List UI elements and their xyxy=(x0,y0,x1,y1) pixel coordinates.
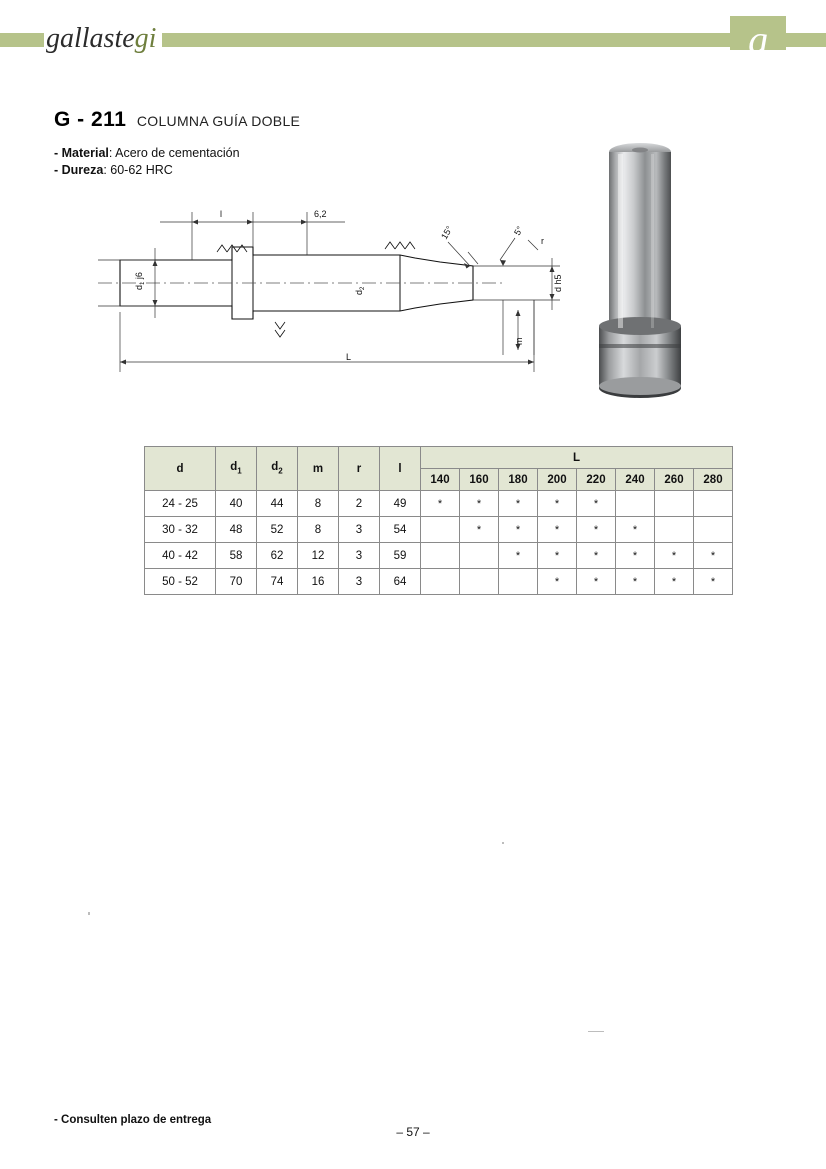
cell-d: 30 - 32 xyxy=(145,517,216,543)
scan-speck xyxy=(88,912,90,915)
scan-speck xyxy=(588,1031,604,1032)
cell-L-200: * xyxy=(538,569,577,595)
spec-hardness-label: - Dureza xyxy=(54,163,104,177)
col-header-L-160: 160 xyxy=(460,469,499,491)
dim-label-m: m xyxy=(514,337,524,345)
cell-L-220: * xyxy=(577,569,616,595)
cell-d2: 74 xyxy=(257,569,298,595)
table-row xyxy=(145,569,733,595)
spec-material xyxy=(54,145,240,162)
spec-hardness-value: : 60-62 HRC xyxy=(103,163,173,177)
col-header-r: r xyxy=(339,447,380,491)
col-header-d2 xyxy=(257,447,298,491)
cell-l: 64 xyxy=(380,569,421,595)
cell-l: 49 xyxy=(380,491,421,517)
col-header-l: l xyxy=(380,447,421,491)
cell-m: 8 xyxy=(298,517,339,543)
page-title xyxy=(54,108,300,132)
cell-d1: 48 xyxy=(216,517,257,543)
product-description: COLUMNA GUÍA DOBLE xyxy=(136,113,301,129)
table-row xyxy=(145,543,733,569)
col-header-L-180: 180 xyxy=(499,469,538,491)
col-header-m: m xyxy=(298,447,339,491)
cell-L-240 xyxy=(616,491,655,517)
col-header-L-140: 140 xyxy=(421,469,460,491)
cell-L-260: * xyxy=(655,569,694,595)
col-header-d: d xyxy=(145,447,216,491)
cell-L-180: * xyxy=(499,517,538,543)
cell-L-140 xyxy=(421,517,460,543)
dim-label-dh5: d h5 xyxy=(553,274,563,292)
col-header-L-220: 220 xyxy=(577,469,616,491)
spec-table-head xyxy=(145,447,733,491)
cell-d: 50 - 52 xyxy=(145,569,216,595)
cell-m: 12 xyxy=(298,543,339,569)
col-header-d1-sub: 1 xyxy=(237,466,242,476)
cell-r: 2 xyxy=(339,491,380,517)
cell-r: 3 xyxy=(339,517,380,543)
spec-material-label: - Material xyxy=(54,146,109,160)
col-header-d2-sub: 2 xyxy=(278,466,283,476)
col-header-d1 xyxy=(216,447,257,491)
cell-L-160 xyxy=(460,569,499,595)
cell-r: 3 xyxy=(339,543,380,569)
cell-L-180 xyxy=(499,569,538,595)
technical-drawing xyxy=(60,200,580,420)
col-header-L-240: 240 xyxy=(616,469,655,491)
spec-hardness xyxy=(54,162,240,179)
cell-L-260 xyxy=(655,517,694,543)
cell-L-260 xyxy=(655,491,694,517)
col-header-d1-text: d xyxy=(230,461,238,474)
cell-d1: 70 xyxy=(216,569,257,595)
dim-label-15deg: 15° xyxy=(439,224,455,241)
table-row xyxy=(145,491,733,517)
product-photo xyxy=(585,130,695,420)
cell-L-200: * xyxy=(538,517,577,543)
dim-label-6-2: 6,2 xyxy=(314,209,327,219)
cell-L-280: * xyxy=(694,569,733,595)
page-number: – 57 – xyxy=(396,1125,430,1139)
cell-L-220: * xyxy=(577,491,616,517)
cell-L-200: * xyxy=(538,491,577,517)
col-header-d2-text: d xyxy=(271,461,279,474)
dim-label-r: r xyxy=(541,236,544,246)
cell-d2: 62 xyxy=(257,543,298,569)
page-header xyxy=(0,0,826,62)
spec-material-value: : Acero de cementación xyxy=(108,146,240,160)
logo-text-secondary: gi xyxy=(134,23,157,54)
cell-L-160 xyxy=(460,543,499,569)
delivery-note: - Consulten plazo de entrega xyxy=(54,1114,212,1126)
table-row xyxy=(145,517,733,543)
company-logo xyxy=(44,24,162,54)
dim-label-d1: $d_1$ j6 xyxy=(134,272,146,290)
logo-text-primary: gallaste xyxy=(46,23,135,54)
spec-table-head-row-1 xyxy=(145,447,733,469)
logo-mark-icon: g xyxy=(748,17,768,62)
dim-label-5deg: 5° xyxy=(512,224,526,237)
cell-d: 24 - 25 xyxy=(145,491,216,517)
cell-d2: 52 xyxy=(257,517,298,543)
cell-r: 3 xyxy=(339,569,380,595)
dim-label-d2: $d_2$ xyxy=(354,286,366,295)
spec-table-body xyxy=(145,491,733,595)
scan-speck xyxy=(502,842,504,844)
cell-L-200: * xyxy=(538,543,577,569)
col-header-L-200: 200 xyxy=(538,469,577,491)
cell-L-240: * xyxy=(616,543,655,569)
col-header-L-260: 260 xyxy=(655,469,694,491)
dim-label-l: l xyxy=(220,209,222,219)
cell-L-280: * xyxy=(694,543,733,569)
cell-L-280 xyxy=(694,517,733,543)
cell-d2: 44 xyxy=(257,491,298,517)
cell-L-220: * xyxy=(577,543,616,569)
dim-label-L: L xyxy=(346,352,352,362)
col-header-L-group: L xyxy=(421,447,733,469)
cell-m: 16 xyxy=(298,569,339,595)
cell-d: 40 - 42 xyxy=(145,543,216,569)
cell-l: 54 xyxy=(380,517,421,543)
cell-L-220: * xyxy=(577,517,616,543)
cell-L-240: * xyxy=(616,569,655,595)
col-header-L-280: 280 xyxy=(694,469,733,491)
spec-table-container xyxy=(144,446,733,595)
spec-table xyxy=(144,446,733,595)
cell-m: 8 xyxy=(298,491,339,517)
cell-d1: 40 xyxy=(216,491,257,517)
cell-L-160: * xyxy=(460,491,499,517)
cell-L-140 xyxy=(421,569,460,595)
cell-L-180: * xyxy=(499,491,538,517)
product-code: G - 211 xyxy=(54,108,127,131)
cell-L-260: * xyxy=(655,543,694,569)
cell-L-240: * xyxy=(616,517,655,543)
product-specs xyxy=(54,145,240,179)
cell-L-280 xyxy=(694,491,733,517)
cell-l: 59 xyxy=(380,543,421,569)
cell-L-160: * xyxy=(460,517,499,543)
cell-L-140: * xyxy=(421,491,460,517)
cell-d1: 58 xyxy=(216,543,257,569)
cell-L-180: * xyxy=(499,543,538,569)
cell-L-140 xyxy=(421,543,460,569)
